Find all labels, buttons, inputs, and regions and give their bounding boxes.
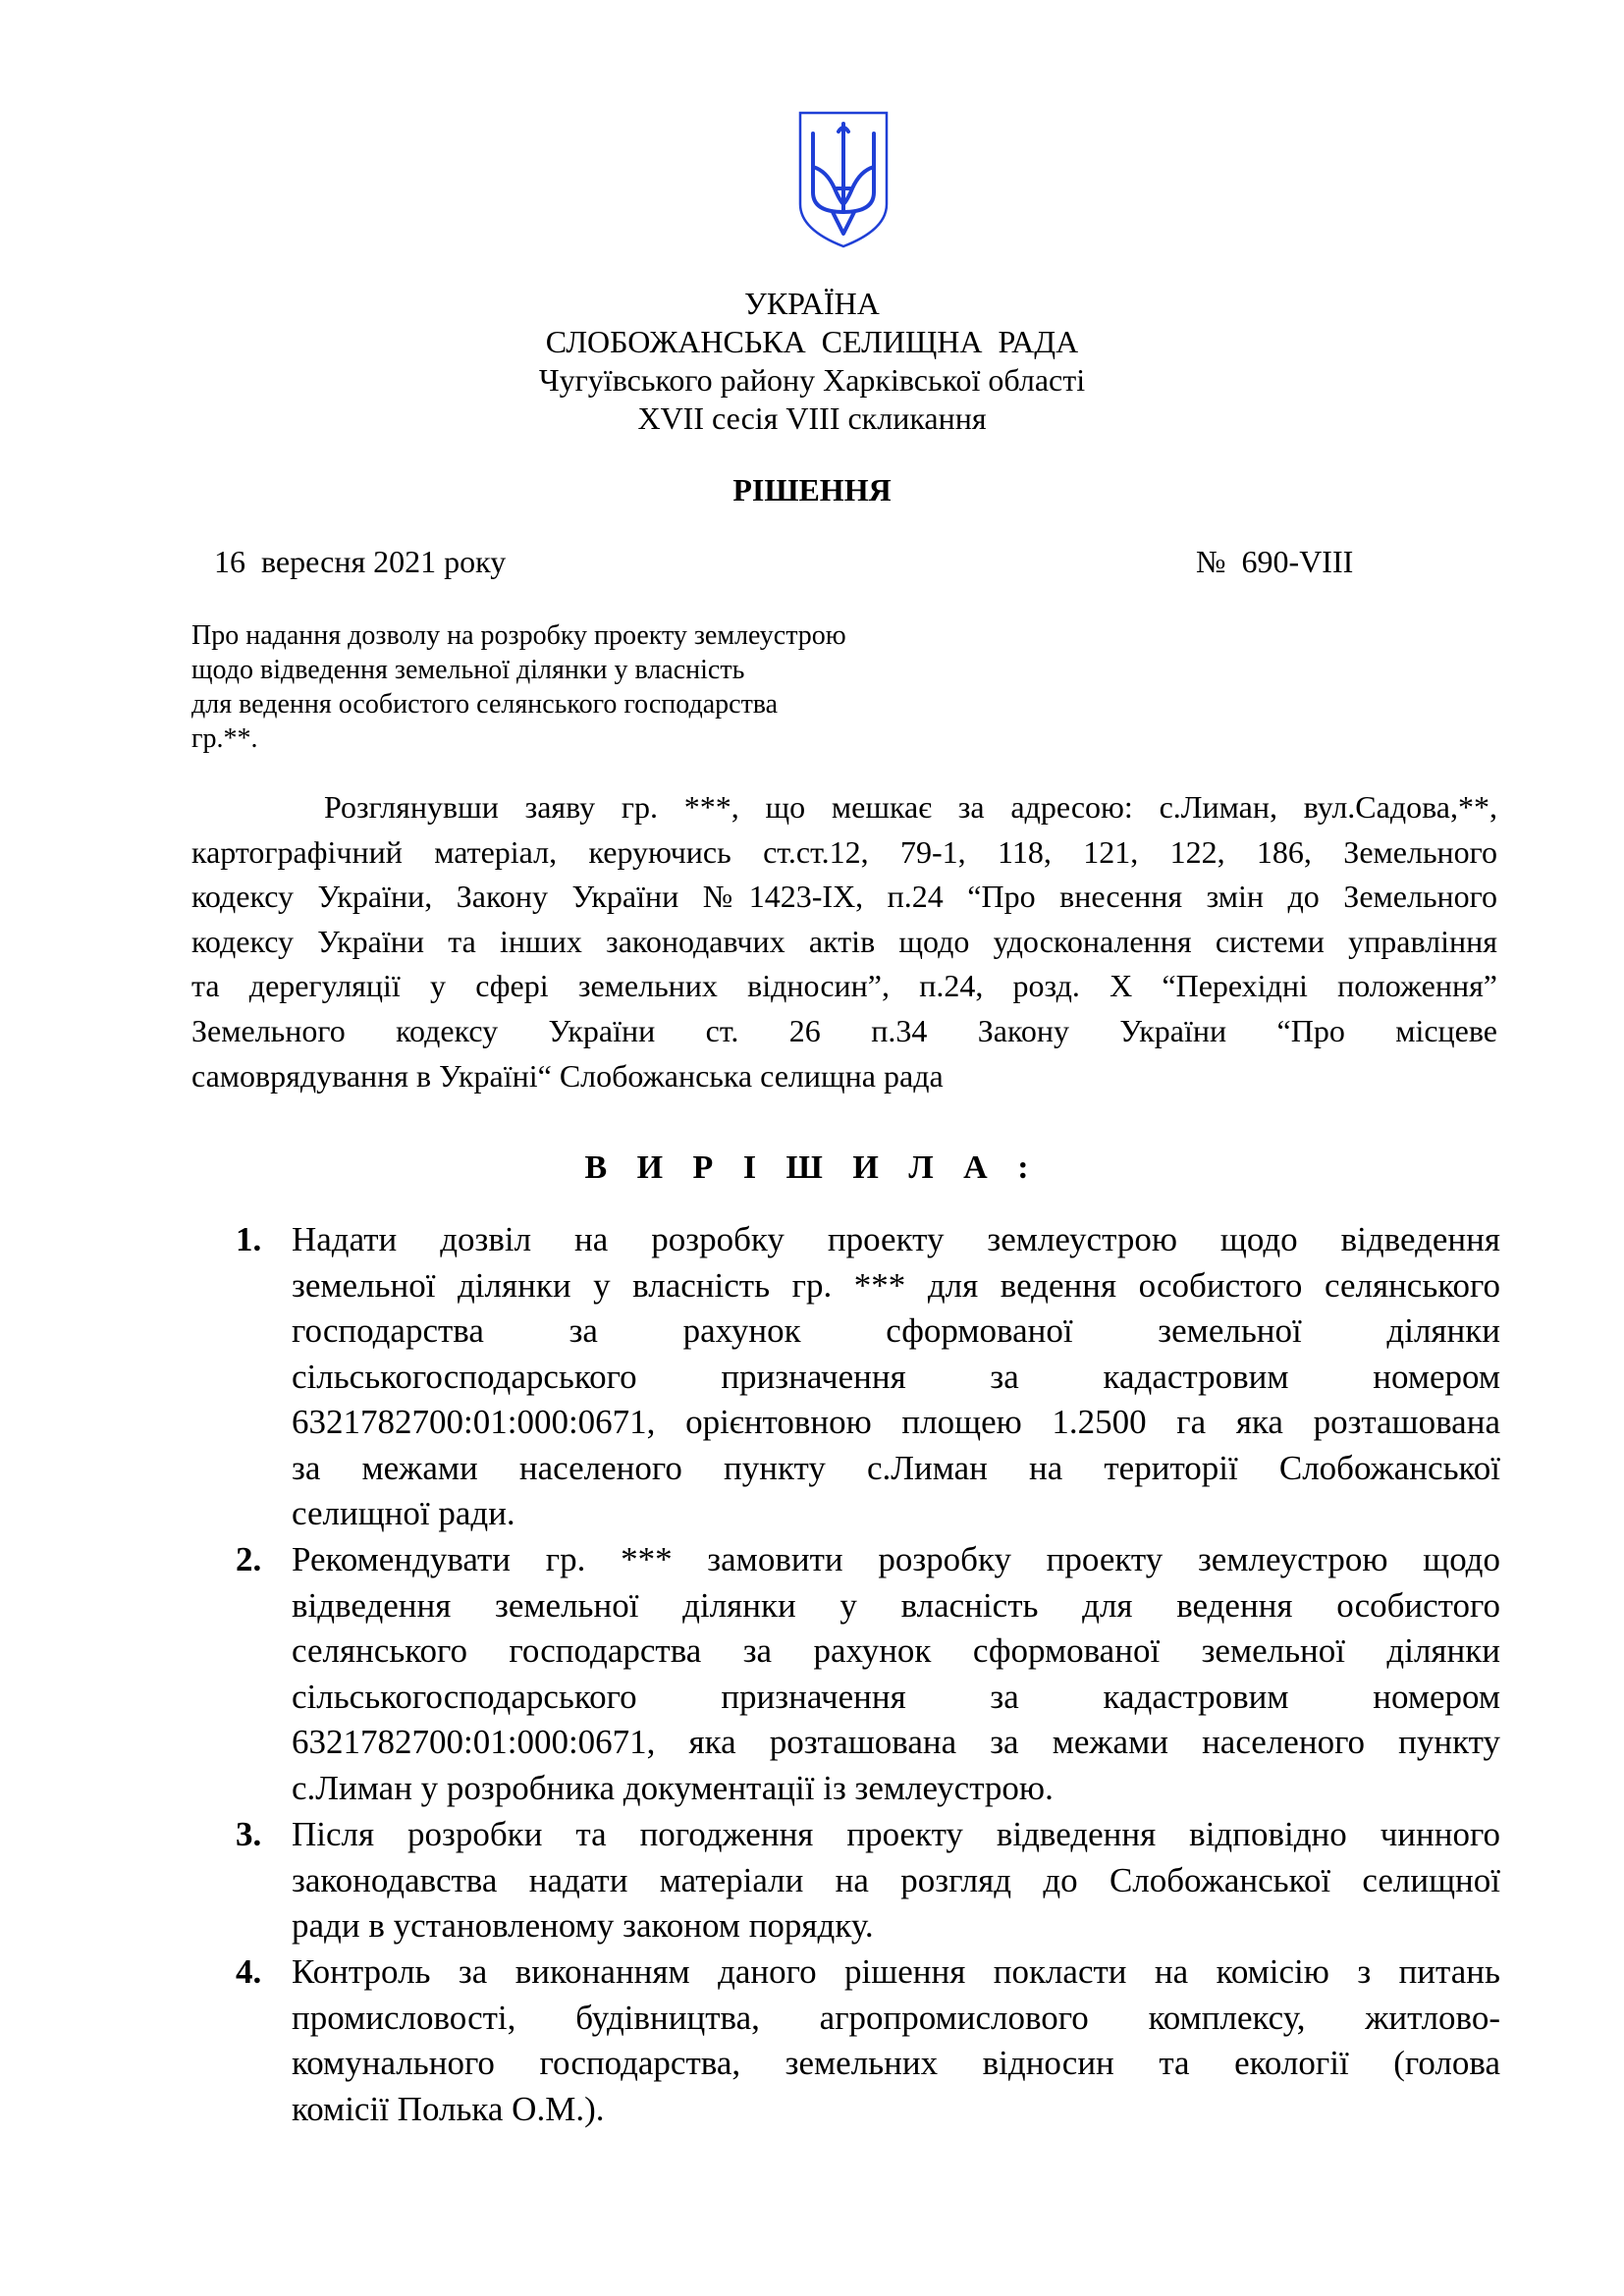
item-line: комісії Полька О.М.). [292, 2089, 605, 2128]
item-line: Рекомендувати гр. *** замовити розробку проекту землеустрою щодо [292, 1540, 1500, 1578]
item-line: Контроль за виконанням даного рішення покласти на комісію з питань [292, 1952, 1500, 1991]
list-item [236, 1217, 1500, 1537]
subject-line: Про надання дозволу на розробку проекту землеустрою [191, 620, 846, 651]
preamble-line: Розглянувши заяву гр. ***, що мешкає за адресою: с.Лиман, вул.Садова,**, [324, 789, 1497, 825]
item-line: комунального господарства, земельних відносин та екології (голова [292, 2044, 1500, 2082]
item-line: законодавства надати матеріали на розгляд до Слобожанської селищної [292, 1860, 1500, 1899]
subject-line: для ведення особистого селянського господарства [191, 689, 779, 720]
item-line: сільськогосподарського призначення за кадастровим номером [292, 1357, 1500, 1396]
decision-number: № 690-VIII [1196, 544, 1354, 579]
item-line: Після розробки та погодження проекту відведення відповідно чинного [292, 1815, 1500, 1853]
preamble-line: самоврядування в Україні“ Слобожанська селищна рада [191, 1057, 944, 1094]
preamble-line: кодексу України, Закону України №1423-IX, п.24 “Про внесення змін до Земельного [191, 879, 1497, 915]
item-line: промисловості, будівництва, агропромислового комплексу, житлово- [292, 1998, 1500, 2037]
decision-subject [191, 618, 846, 756]
item-line: селищної ради. [292, 1494, 515, 1532]
preamble-line: кодексу України та інших законодавчих актів щодо удосконалення системи управління [191, 923, 1497, 959]
district-name: Чугуївського району Харківської області [538, 362, 1086, 398]
preamble-line: та дерегуляції у сфері земельних відносин”, п.24, розд. X “Перехідні положення” [191, 968, 1497, 1004]
item-line: 6321782700:01:000:0671, орієнтовною площею 1.2500 га яка розташована [292, 1403, 1500, 1441]
document-type: РІШЕННЯ [732, 472, 892, 507]
country-name: УКРАЇНА [744, 286, 880, 321]
item-line: Надати дозвіл на розробку проекту землеустрою щодо відведення [292, 1220, 1500, 1258]
item-number: 1. [236, 1220, 262, 1258]
item-line: с.Лиман у розробника документації із землеустрою. [292, 1768, 1054, 1807]
subject-line: гр.**. [191, 723, 258, 754]
decision-date: 16 вересня 2021 року [214, 544, 507, 579]
list-item [236, 1812, 1500, 1949]
item-number: 4. [236, 1952, 262, 1991]
item-line: господарства за рахунок сформованої земельної ділянки [292, 1311, 1500, 1350]
preamble-line: картографічний матеріал, керуючись ст.ст.12, 79-1, 118, 121, 122, 186, Земельного [191, 833, 1497, 870]
preamble-line: Земельного кодексу України ст. 26 п.34 Закону України “Про місцеве [191, 1012, 1497, 1048]
document-header [0, 285, 1624, 438]
list-item [236, 1537, 1500, 1811]
subject-line: щодо відведення земельної ділянки у власність [191, 655, 745, 685]
item-number: 2. [236, 1540, 262, 1578]
preamble-paragraph [191, 785, 1497, 1098]
item-line: земельної ділянки у власність гр. *** для ведення особистого селянського [292, 1265, 1500, 1305]
resolves-heading: В И Р І Ш И Л А : [584, 1149, 1040, 1186]
session-name: XVII сесія VIII скликання [637, 400, 987, 436]
item-line: 6321782700:01:000:0671, яка розташована за межами населеного пункту [292, 1723, 1500, 1761]
item-line: селянського господарства за рахунок сформованої земельної ділянки [292, 1631, 1500, 1670]
coat-of-arms-trident-icon [797, 110, 890, 249]
item-number: 3. [236, 1815, 262, 1853]
item-line: ради в установленому законом порядку. [292, 1906, 874, 1945]
council-name: СЛОБОЖАНСЬКА СЕЛИЩНА РАДА [545, 324, 1079, 359]
list-item [236, 1949, 1500, 2132]
item-line: сільськогосподарського призначення за кадастровим номером [292, 1677, 1500, 1716]
item-line: відведення земельної ділянки у власність для ведення особистого [292, 1585, 1500, 1625]
item-line: за межами населеного пункту с.Лиман на території Слобожанської [292, 1448, 1500, 1487]
